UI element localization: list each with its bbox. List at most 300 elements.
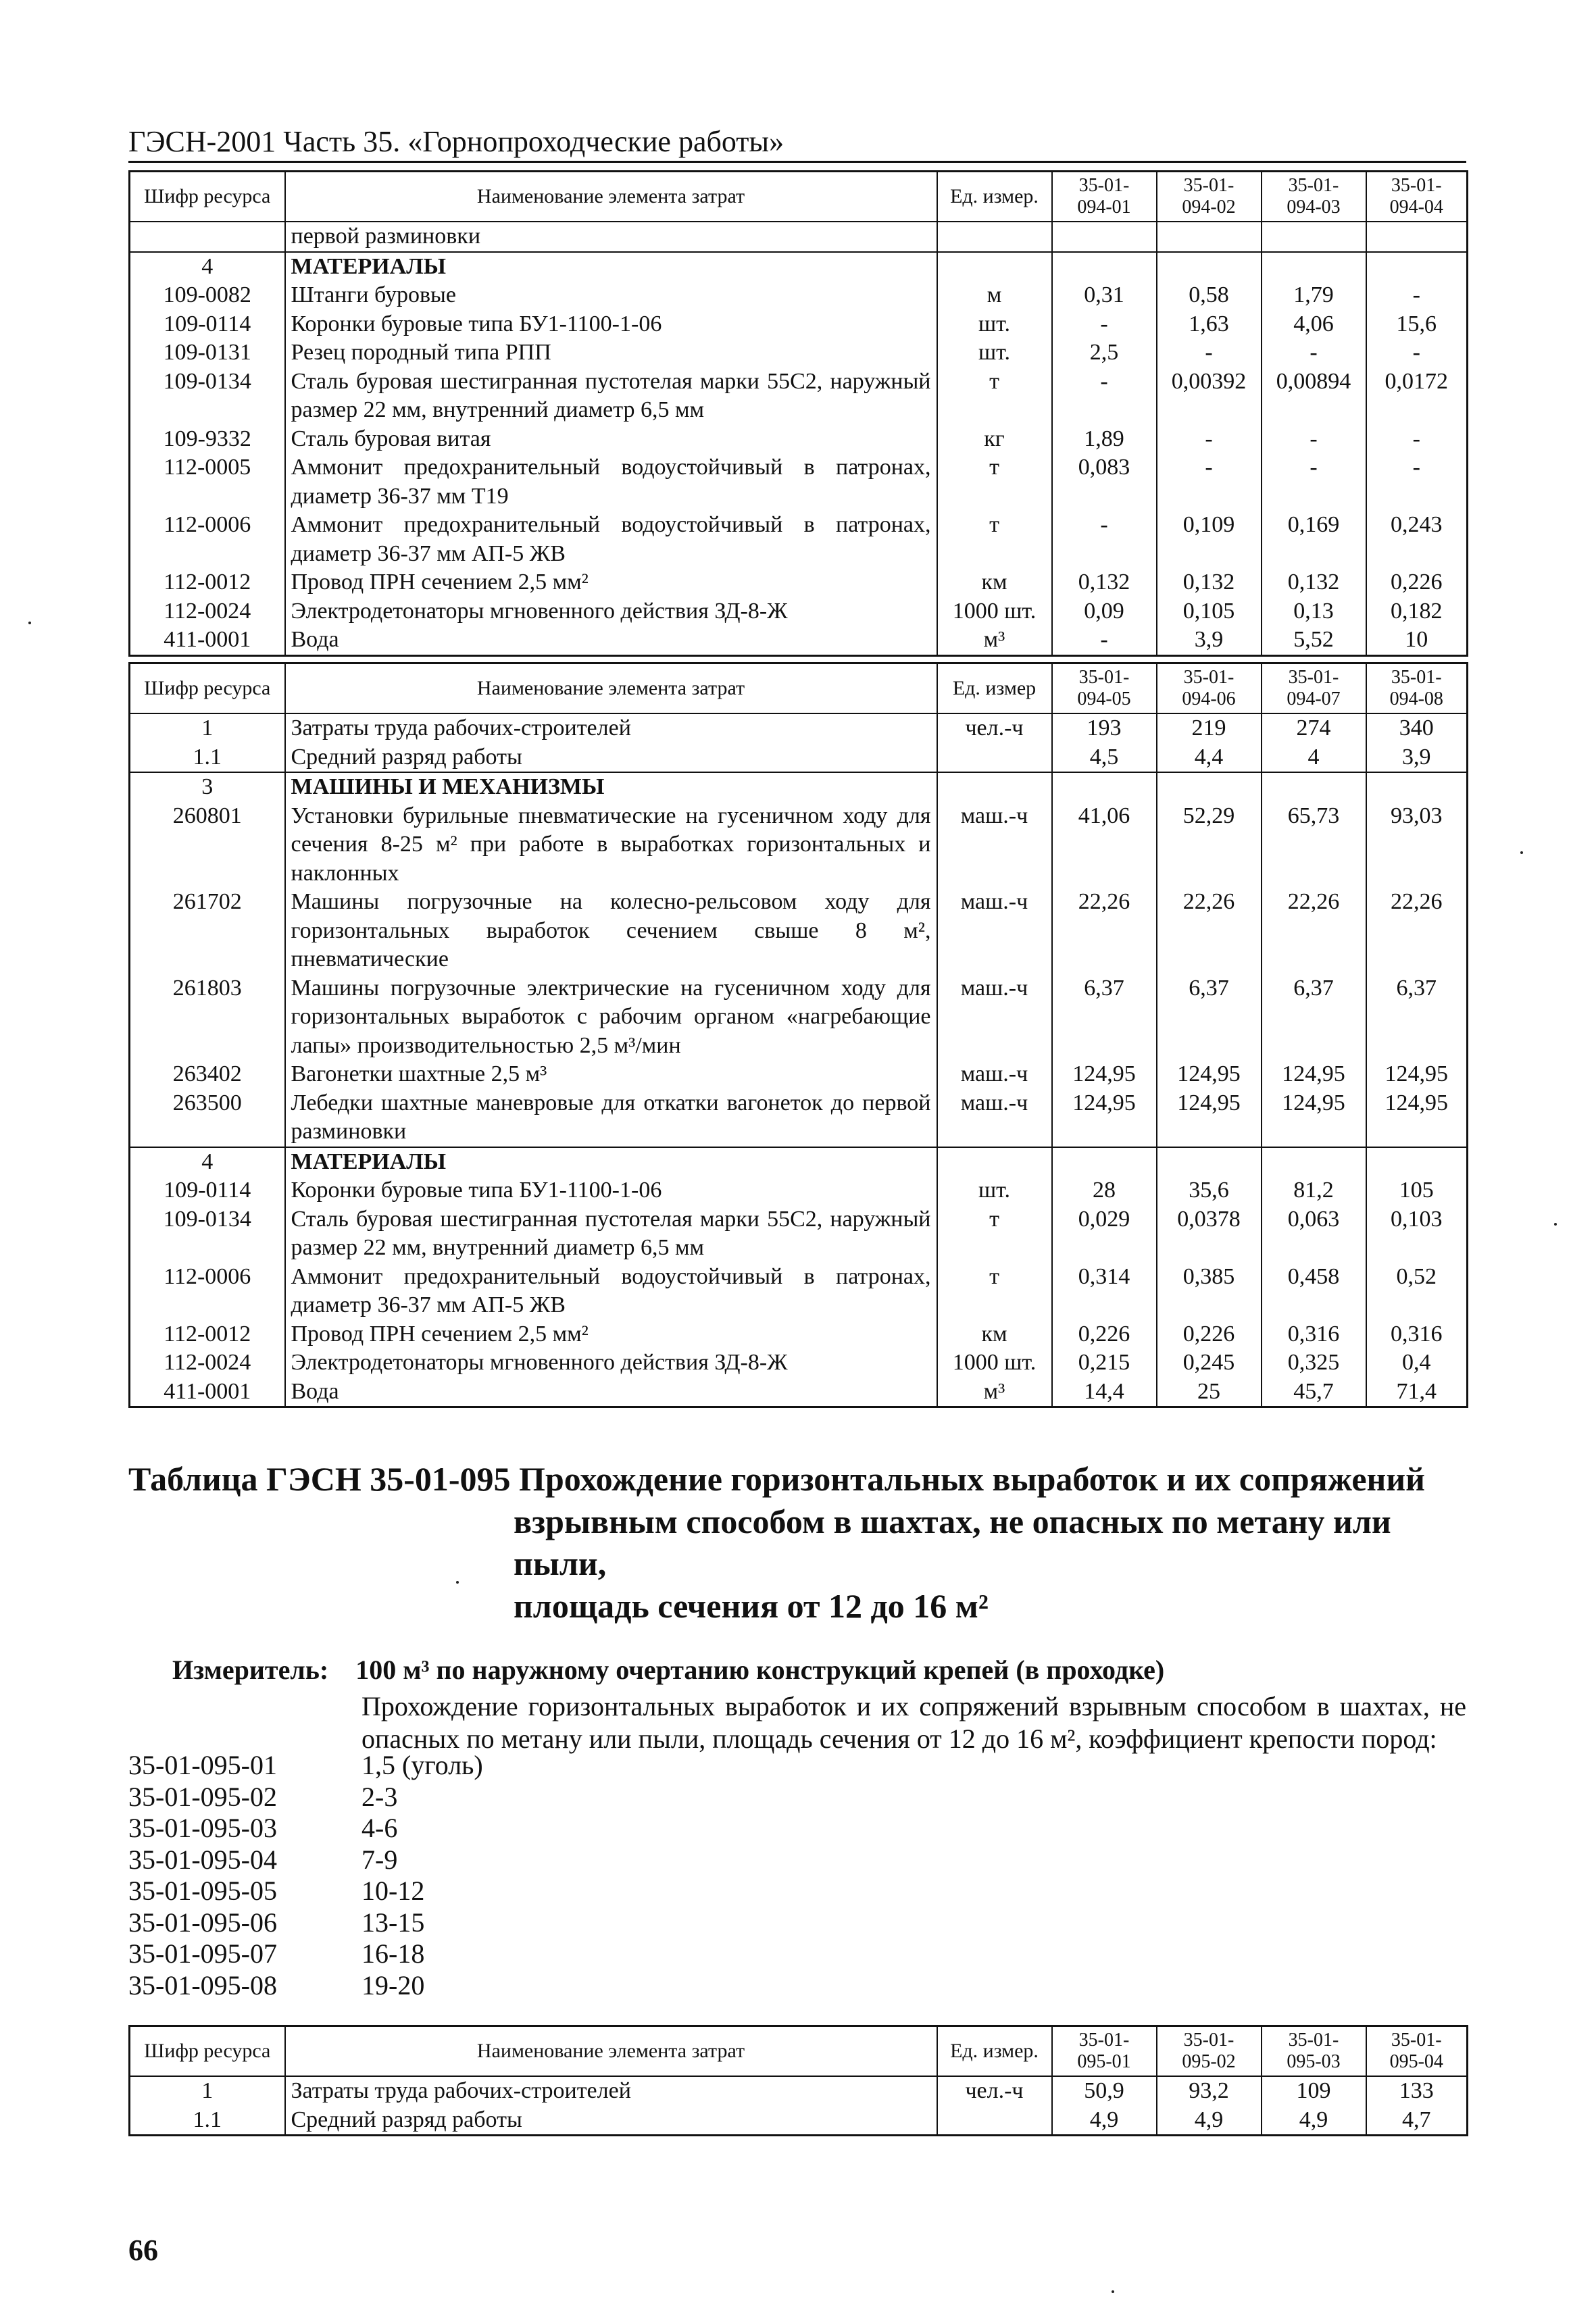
norm-value [1262,1147,1366,1177]
norm-value: 71,4 [1366,1378,1468,1407]
scan-speck [1112,2290,1114,2293]
table-row [130,713,1468,743]
resource-code: 112-0005 [130,453,285,511]
norm-value [1052,1147,1157,1177]
norm-value: 22,26 [1262,888,1366,974]
norm-value: 0,325 [1262,1349,1366,1378]
norm-value: 0,103 [1366,1205,1468,1263]
table-row [130,1263,1468,1320]
resource-name: Провод ПРН сечением 2,5 мм² [285,1320,937,1349]
column-header: 35-01- 094-05 [1052,663,1157,714]
norm-value: 4,06 [1262,310,1366,339]
resource-name: Штанги буровые [285,281,937,310]
unit: т [937,1205,1052,1263]
table-row [130,2106,1468,2136]
table-row [130,1176,1468,1205]
table-row [130,310,1468,339]
norm-value: 274 [1262,713,1366,743]
resource-code [130,222,285,252]
table-row [130,281,1468,310]
unit: м³ [937,626,1052,655]
norm-value: 0,105 [1157,597,1262,626]
table-row [130,597,1468,626]
unit: км [937,568,1052,597]
norm-value: - [1366,338,1468,368]
norm-value: 0,09 [1052,597,1157,626]
section-row [130,772,1468,802]
meter-label: Измеритель: [172,1655,329,1685]
scan-speck [1554,1223,1557,1226]
column-header: 35-01- 094-03 [1262,172,1366,222]
resource-code: 4 [130,252,285,282]
norm-value: 4,9 [1052,2106,1157,2136]
resource-code: 109-0082 [130,281,285,310]
norm-value: 0,385 [1157,1263,1262,1320]
variant-row [128,1813,483,1844]
column-header: Шифр ресурса [130,172,285,222]
norm-value: - [1262,425,1366,454]
norm-value: 105 [1366,1176,1468,1205]
resource-table-094-05-08 [128,662,1468,1408]
norm-value [1052,222,1157,252]
norm-value: 0,132 [1052,568,1157,597]
table-row [130,743,1468,773]
norm-value: 1,79 [1262,281,1366,310]
norm-value: 45,7 [1262,1378,1366,1407]
column-header: 35-01- 094-01 [1052,172,1157,222]
norm-value [1366,1147,1468,1177]
norm-value: 28 [1052,1176,1157,1205]
table-row [130,425,1468,454]
norm-value: 0,215 [1052,1349,1157,1378]
norm-value: 0,31 [1052,281,1157,310]
unit: т [937,368,1052,425]
resource-code: 260801 [130,802,285,888]
resource-code: 263500 [130,1089,285,1147]
resource-code: 1 [130,2076,285,2106]
norm-value: 6,37 [1157,974,1262,1061]
norm-value: 81,2 [1262,1176,1366,1205]
variant-value: 4-6 [361,1813,398,1843]
scan-speck [1520,851,1523,854]
norm-value: 124,95 [1262,1060,1366,1089]
unit [937,1147,1052,1177]
norm-value: - [1157,338,1262,368]
unit [937,772,1052,802]
table-title [128,1458,1466,1627]
table-row [130,1320,1468,1349]
norm-value: 0,245 [1157,1349,1262,1378]
norm-value: 0,52 [1366,1263,1468,1320]
norm-value: 109 [1262,2076,1366,2106]
unit: т [937,1263,1052,1320]
unit [937,2106,1052,2136]
table-row [130,1349,1468,1378]
norm-value: 0,00894 [1262,368,1366,425]
norm-value: 50,9 [1052,2076,1157,2106]
column-header: Наименование элемента затрат [285,663,937,714]
table-row [130,511,1468,568]
table-title-line3: площадь сечения от 12 до 16 м² [514,1586,989,1625]
resource-code: 112-0012 [130,1320,285,1349]
norm-value: - [1052,368,1157,425]
norm-value [1262,252,1366,282]
column-header: Наименование элемента затрат [285,172,937,222]
resource-code: 112-0024 [130,597,285,626]
norm-value: 0,243 [1366,511,1468,568]
column-header: 35-01- 095-03 [1262,2026,1366,2077]
norm-value: 52,29 [1157,802,1262,888]
resource-code: 109-9332 [130,425,285,454]
norm-value: - [1157,425,1262,454]
resource-name: Вагонетки шахтные 2,5 м³ [285,1060,937,1089]
norm-value: 0,182 [1366,597,1468,626]
norm-value: - [1366,425,1468,454]
norm-value: - [1262,338,1366,368]
unit: 1000 шт. [937,597,1052,626]
norm-value: 0,00392 [1157,368,1262,425]
resource-name: Аммонит предохранительный водоустойчивый в патронах, диаметр 36-37 мм АП-5 ЖВ [285,1263,937,1320]
norm-value: 0,029 [1052,1205,1157,1263]
norm-value: 124,95 [1052,1089,1157,1147]
norm-value: 4,4 [1157,743,1262,773]
norm-value: 340 [1366,713,1468,743]
resource-code: 261702 [130,888,285,974]
resource-name: Установки бурильные пневматические на гусеничном ходу для сечения 8-25 м² при работе в выработках горизонтальных и наклонных [285,802,937,888]
running-header: ГЭСН-2001 Часть 35. «Горнопроходческие работы» [128,125,784,158]
norm-value: 124,95 [1157,1060,1262,1089]
norm-value: 25 [1157,1378,1262,1407]
norm-value: 4 [1262,743,1366,773]
norm-value: 193 [1052,713,1157,743]
unit: т [937,511,1052,568]
norm-value: 6,37 [1366,974,1468,1061]
table-row [130,2076,1468,2106]
norm-value [1366,222,1468,252]
table-row [130,802,1468,888]
column-header: 35-01- 094-04 [1366,172,1468,222]
column-header: 35-01- 095-01 [1052,2026,1157,2077]
norm-value: 0,58 [1157,281,1262,310]
norm-value: 0,132 [1262,568,1366,597]
norm-value: 5,52 [1262,626,1366,655]
norm-value: 0,458 [1262,1263,1366,1320]
norm-value: 10 [1366,626,1468,655]
variant-code: 35-01-095-08 [128,1969,277,2001]
unit: маш.-ч [937,974,1052,1061]
resource-name: Машины погрузочные на колесно-рельсовом ходу для горизонтальных выработок сечением свыше 8 м², пневматические [285,888,937,974]
variant-code: 35-01-095-04 [128,1844,277,1875]
table-row [130,1378,1468,1407]
variant-value: 13-15 [361,1907,425,1938]
resource-code: 411-0001 [130,1378,285,1407]
variant-value: 16-18 [361,1938,425,1969]
column-header: 35-01- 095-02 [1157,2026,1262,2077]
table-header-row [130,2026,1468,2077]
norm-value: 124,95 [1157,1089,1262,1147]
norm-value: 0,316 [1366,1320,1468,1349]
variant-code: 35-01-095-07 [128,1938,277,1969]
norm-value: - [1366,453,1468,511]
variant-row [128,1876,483,1907]
norm-value [1366,252,1468,282]
section-row [130,1147,1468,1177]
resource-name: первой разминовки [285,222,937,252]
resource-name: Затраты труда рабочих-строителей [285,2076,937,2106]
resource-name: Средний разряд работы [285,743,937,773]
norm-value: - [1052,511,1157,568]
variant-row [128,1907,483,1939]
norm-value: 0,314 [1052,1263,1157,1320]
column-header: Наименование элемента затрат [285,2026,937,2077]
resource-name: Сталь буровая шестигранная пустотелая марки 55С2, наружный размер 22 мм, внутренний диаметр 6,5 мм [285,1205,937,1263]
unit: чел.-ч [937,2076,1052,2106]
norm-value: 22,26 [1157,888,1262,974]
resource-code: 411-0001 [130,626,285,655]
column-header: Шифр ресурса [130,663,285,714]
table-row [130,1205,1468,1263]
table-row [130,1060,1468,1089]
column-header: Ед. измер. [937,2026,1052,2077]
norm-value: - [1262,453,1366,511]
column-header: Шифр ресурса [130,2026,285,2077]
norm-value: 124,95 [1366,1060,1468,1089]
table-description: Прохождение горизонтальных выработок и их сопряжений взрывным способом в шахтах, не опасных по метану или пыли, площадь сечения от 12 до 16 м², коэффициент крепости пород: [361,1691,1466,1754]
resource-code: 261803 [130,974,285,1061]
norm-value: 4,7 [1366,2106,1468,2136]
unit: шт. [937,310,1052,339]
meter-value: 100 м³ по наружному очертанию конструкций крепей (в проходке) [355,1655,1165,1685]
norm-value: 0,4 [1366,1349,1468,1378]
resource-name: Сталь буровая шестигранная пустотелая марки 55С2, наружный размер 22 мм, внутренний диаметр 6,5 мм [285,368,937,425]
resource-name: Коронки буровые типа БУ1-1100-1-06 [285,310,937,339]
page-number: 66 [128,2234,158,2267]
norm-value: 93,03 [1366,802,1468,888]
norm-value: 4,9 [1157,2106,1262,2136]
norm-value: 0,063 [1262,1205,1366,1263]
unit: маш.-ч [937,1060,1052,1089]
norm-value: 124,95 [1262,1089,1366,1147]
resource-name: МАТЕРИАЛЫ [285,1147,937,1177]
norm-value: 65,73 [1262,802,1366,888]
resource-code: 1.1 [130,2106,285,2136]
norm-value: 124,95 [1366,1089,1468,1147]
resource-name: Коронки буровые типа БУ1-1100-1-06 [285,1176,937,1205]
norm-value: 6,37 [1262,974,1366,1061]
table-row [130,453,1468,511]
norm-value: 0,226 [1366,568,1468,597]
unit: м³ [937,1378,1052,1407]
norm-value: 93,2 [1157,2076,1262,2106]
unit [937,252,1052,282]
unit: маш.-ч [937,802,1052,888]
norm-value: 4,9 [1262,2106,1366,2136]
unit: шт. [937,1176,1052,1205]
norm-value: 15,6 [1366,310,1468,339]
resource-name: Вода [285,1378,937,1407]
variant-code: 35-01-095-01 [128,1750,277,1780]
norm-value: 133 [1366,2076,1468,2106]
table-title-line2: взрывным способом в шахтах, не опасных по метану или пыли, [514,1502,1391,1582]
resource-name: Электродетонаторы мгновенного действия ЗД-8-Ж [285,1349,937,1378]
norm-value: - [1366,281,1468,310]
resource-code: 3 [130,772,285,802]
unit: км [937,1320,1052,1349]
table-row [130,338,1468,368]
resource-name: Затраты труда рабочих-строителей [285,713,937,743]
norm-value [1366,772,1468,802]
resource-name: Резец породный типа РПП [285,338,937,368]
resource-name: МАШИНЫ И МЕХАНИЗМЫ [285,772,937,802]
norm-value [1052,772,1157,802]
norm-value: - [1157,453,1262,511]
variant-value: 7-9 [361,1844,398,1875]
norm-value: 6,37 [1052,974,1157,1061]
resource-code: 263402 [130,1060,285,1089]
table-header-row [130,663,1468,714]
norm-value: 3,9 [1157,626,1262,655]
resource-table-094-01-04 [128,170,1468,657]
table-row [130,222,1468,252]
resource-code: 112-0006 [130,1263,285,1320]
resource-name: Вода [285,626,937,655]
table-title-line1: Таблица ГЭСН 35-01-095 Прохождение горизонтальных выработок и их сопряжений [128,1460,1425,1498]
variant-value: 10-12 [361,1876,425,1906]
norm-value: - [1052,626,1157,655]
variant-code: 35-01-095-03 [128,1813,277,1843]
unit [937,222,1052,252]
resource-code: 109-0114 [130,310,285,339]
resource-table-095-01-04 [128,2025,1468,2136]
table-row [130,888,1468,974]
resource-name: Лебедки шахтные маневровые для откатки вагонеток до первой разминовки [285,1089,937,1147]
resource-name: Машины погрузочные электрические на гусеничном ходу для горизонтальных выработок с рабочим органом «нагребающие лапы» производительностью 2,5 м³/мин [285,974,937,1061]
norm-value [1262,222,1366,252]
norm-value: 124,95 [1052,1060,1157,1089]
norm-value: 2,5 [1052,338,1157,368]
unit: м [937,281,1052,310]
scan-speck [456,1581,459,1584]
norm-value: 22,26 [1052,888,1157,974]
resource-code: 109-0131 [130,338,285,368]
variant-code: 35-01-095-02 [128,1781,277,1812]
norm-value: 0,132 [1157,568,1262,597]
norm-value [1157,222,1262,252]
column-header: 35-01- 094-02 [1157,172,1262,222]
column-header: Ед. измер [937,663,1052,714]
norm-value: 0,13 [1262,597,1366,626]
norm-value [1262,772,1366,802]
resource-name: Аммонит предохранительный водоустойчивый в патронах, диаметр 36-37 мм Т19 [285,453,937,511]
resource-code: 1.1 [130,743,285,773]
norm-value: 0,0172 [1366,368,1468,425]
column-header: Ед. измер. [937,172,1052,222]
variant-row [128,1970,483,2002]
resource-code: 109-0134 [130,1205,285,1263]
unit: маш.-ч [937,1089,1052,1147]
norm-value: 41,06 [1052,802,1157,888]
norm-value: 0,316 [1262,1320,1366,1349]
variant-row [128,1844,483,1876]
header-rule [128,161,1466,163]
variant-code: 35-01-095-05 [128,1876,277,1906]
variant-value: 19-20 [361,1969,425,2001]
column-header: 35-01- 094-07 [1262,663,1366,714]
resource-name: Провод ПРН сечением 2,5 мм² [285,568,937,597]
norm-value: 219 [1157,713,1262,743]
variant-list [128,1750,483,2001]
unit: маш.-ч [937,888,1052,974]
variant-value: 2-3 [361,1781,398,1812]
norm-value: 14,4 [1052,1378,1157,1407]
unit: кг [937,425,1052,454]
table-row [130,626,1468,655]
variant-row [128,1782,483,1813]
table-row [130,368,1468,425]
norm-value: 1,63 [1157,310,1262,339]
section-row [130,252,1468,282]
resource-code: 109-0134 [130,368,285,425]
norm-value: 0,226 [1052,1320,1157,1349]
norm-value [1157,1147,1262,1177]
scan-speck [28,622,31,624]
table-row [130,1089,1468,1147]
column-header: 35-01- 094-06 [1157,663,1262,714]
norm-value: 0,226 [1157,1320,1262,1349]
meter [172,1654,1164,1686]
resource-code: 112-0024 [130,1349,285,1378]
variant-row [128,1750,483,1782]
resource-name: Средний разряд работы [285,2106,937,2136]
resource-name: Электродетонаторы мгновенного действия ЗД-8-Ж [285,597,937,626]
resource-code: 112-0012 [130,568,285,597]
unit: чел.-ч [937,713,1052,743]
resource-code: 112-0006 [130,511,285,568]
resource-name: МАТЕРИАЛЫ [285,252,937,282]
unit: 1000 шт. [937,1349,1052,1378]
norm-value [1052,252,1157,282]
resource-name: Сталь буровая витая [285,425,937,454]
norm-value: - [1052,310,1157,339]
norm-value: 0,109 [1157,511,1262,568]
norm-value: 3,9 [1366,743,1468,773]
norm-value [1157,772,1262,802]
variant-code: 35-01-095-06 [128,1907,277,1938]
norm-value: 4,5 [1052,743,1157,773]
norm-value [1157,252,1262,282]
unit: шт. [937,338,1052,368]
column-header: 35-01- 094-08 [1366,663,1468,714]
norm-value: 0,169 [1262,511,1366,568]
resource-code: 4 [130,1147,285,1177]
column-header: 35-01- 095-04 [1366,2026,1468,2077]
variant-row [128,1938,483,1970]
norm-value: 0,0378 [1157,1205,1262,1263]
resource-code: 109-0114 [130,1176,285,1205]
variant-value: 1,5 (уголь) [361,1750,483,1780]
resource-name: Аммонит предохранительный водоустойчивый в патронах, диаметр 36-37 мм АП-5 ЖВ [285,511,937,568]
unit [937,743,1052,773]
unit: т [937,453,1052,511]
table-row [130,568,1468,597]
table-row [130,974,1468,1061]
norm-value: 1,89 [1052,425,1157,454]
norm-value: 35,6 [1157,1176,1262,1205]
norm-value: 0,083 [1052,453,1157,511]
resource-code: 1 [130,713,285,743]
norm-value: 22,26 [1366,888,1468,974]
table-header-row [130,172,1468,222]
